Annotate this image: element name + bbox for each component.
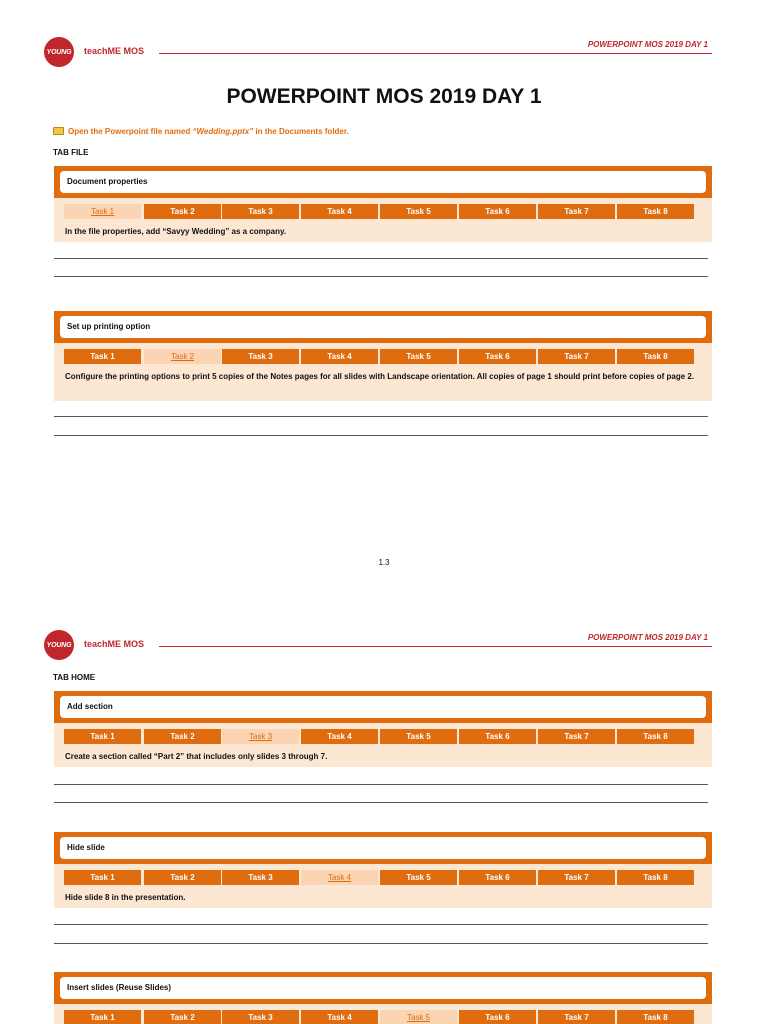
task-tab-5[interactable]: Task 5	[380, 870, 457, 885]
task-tab-4[interactable]: Task 4	[301, 870, 378, 885]
task-tab-4[interactable]: Task 4	[301, 1010, 378, 1024]
task-tab-6[interactable]: Task 6	[459, 729, 536, 744]
task-tab-3[interactable]: Task 3	[222, 729, 299, 744]
task-tab-2[interactable]: Task 2	[144, 1010, 221, 1024]
task-tab-3[interactable]: Task 3	[222, 349, 299, 364]
header-rule	[159, 646, 712, 647]
task-tab-7[interactable]: Task 7	[538, 1010, 615, 1024]
instruction-prefix: Open the Powerpoint file named	[68, 127, 193, 136]
task-tabs	[64, 204, 694, 219]
task-tab-5[interactable]: Task 5	[380, 729, 457, 744]
task-tab-6[interactable]: Task 6	[459, 204, 536, 219]
task-section	[54, 832, 712, 908]
task-tab-4[interactable]: Task 4	[301, 729, 378, 744]
task-tab-5[interactable]: Task 5	[380, 1010, 457, 1024]
instruction-file: “Wedding.pptx”	[192, 127, 254, 136]
header-doc-title: POWERPOINT MOS 2019 DAY 1	[587, 633, 708, 642]
answer-line	[54, 276, 708, 277]
task-tab-6[interactable]: Task 6	[459, 349, 536, 364]
task-tab-2[interactable]: Task 2	[144, 870, 221, 885]
task-tab-7[interactable]: Task 7	[538, 870, 615, 885]
task-tab-6[interactable]: Task 6	[459, 1010, 536, 1024]
task-tab-3[interactable]: Task 3	[222, 870, 299, 885]
task-tab-6[interactable]: Task 6	[459, 870, 536, 885]
task-description: Create a section called “Part 2” that includes only slides 3 through 7.	[65, 752, 328, 761]
task-tab-7[interactable]: Task 7	[538, 349, 615, 364]
instruction-line	[53, 127, 349, 136]
header-rule	[159, 53, 712, 54]
task-tab-1[interactable]: Task 1	[64, 204, 141, 219]
task-tab-8[interactable]: Task 8	[617, 349, 694, 364]
page-title: POWERPOINT MOS 2019 DAY 1	[226, 85, 542, 108]
task-tab-2[interactable]: Task 2	[144, 349, 221, 364]
task-tabs	[64, 1010, 694, 1024]
header-doc-title: POWERPOINT MOS 2019 DAY 1	[587, 40, 708, 49]
section-title: Document properties	[60, 171, 706, 193]
page-header	[44, 37, 712, 67]
task-tab-1[interactable]: Task 1	[64, 870, 141, 885]
task-tab-1[interactable]: Task 1	[64, 349, 141, 364]
task-tab-7[interactable]: Task 7	[538, 204, 615, 219]
answer-line	[54, 416, 708, 417]
task-tab-5[interactable]: Task 5	[380, 349, 457, 364]
task-tab-8[interactable]: Task 8	[617, 729, 694, 744]
answer-line	[54, 784, 708, 785]
task-tab-4[interactable]: Task 4	[301, 349, 378, 364]
page-number: 1.3	[378, 558, 390, 567]
task-section	[54, 311, 712, 401]
task-tab-5[interactable]: Task 5	[380, 204, 457, 219]
task-tab-8[interactable]: Task 8	[617, 1010, 694, 1024]
answer-line	[54, 435, 708, 436]
tab-label: TAB HOME	[53, 673, 96, 682]
instruction-suffix: in the Documents folder.	[253, 127, 349, 136]
task-tab-3[interactable]: Task 3	[222, 1010, 299, 1024]
task-tab-1[interactable]: Task 1	[64, 729, 141, 744]
task-tabs	[64, 349, 694, 364]
task-section	[54, 166, 712, 242]
task-tab-4[interactable]: Task 4	[301, 204, 378, 219]
section-title: Hide slide	[60, 837, 706, 859]
task-section	[54, 691, 712, 767]
answer-line	[54, 802, 708, 803]
task-tab-2[interactable]: Task 2	[144, 204, 221, 219]
tab-label: TAB FILE	[53, 148, 89, 157]
task-tab-3[interactable]: Task 3	[222, 204, 299, 219]
task-tab-8[interactable]: Task 8	[617, 870, 694, 885]
task-tabs	[64, 870, 694, 885]
logo: YOUNG	[44, 37, 74, 67]
answer-line	[54, 943, 708, 944]
task-description: Configure the printing options to print 5 copies of the Notes pages for all slides with Landscape orientation. All copies of page 1 should print before copies of page 2.	[65, 372, 695, 381]
folder-icon	[53, 127, 64, 135]
task-description: Hide slide 8 in the presentation.	[65, 893, 186, 902]
section-title: Add section	[60, 696, 706, 718]
page-header	[44, 630, 712, 660]
answer-line	[54, 924, 708, 925]
task-tab-2[interactable]: Task 2	[144, 729, 221, 744]
task-tabs	[64, 729, 694, 744]
logo: YOUNG	[44, 630, 74, 660]
task-section	[54, 972, 712, 1024]
brand-name: teachME MOS	[84, 46, 145, 56]
task-tab-7[interactable]: Task 7	[538, 729, 615, 744]
answer-line	[54, 258, 708, 259]
brand-name: teachME MOS	[84, 639, 145, 649]
task-tab-8[interactable]: Task 8	[617, 204, 694, 219]
section-title: Insert slides (Reuse Slides)	[60, 977, 706, 999]
task-tab-1[interactable]: Task 1	[64, 1010, 141, 1024]
section-title: Set up printing option	[60, 316, 706, 338]
task-description: In the file properties, add “Savyy Wedding” as a company.	[65, 227, 287, 236]
